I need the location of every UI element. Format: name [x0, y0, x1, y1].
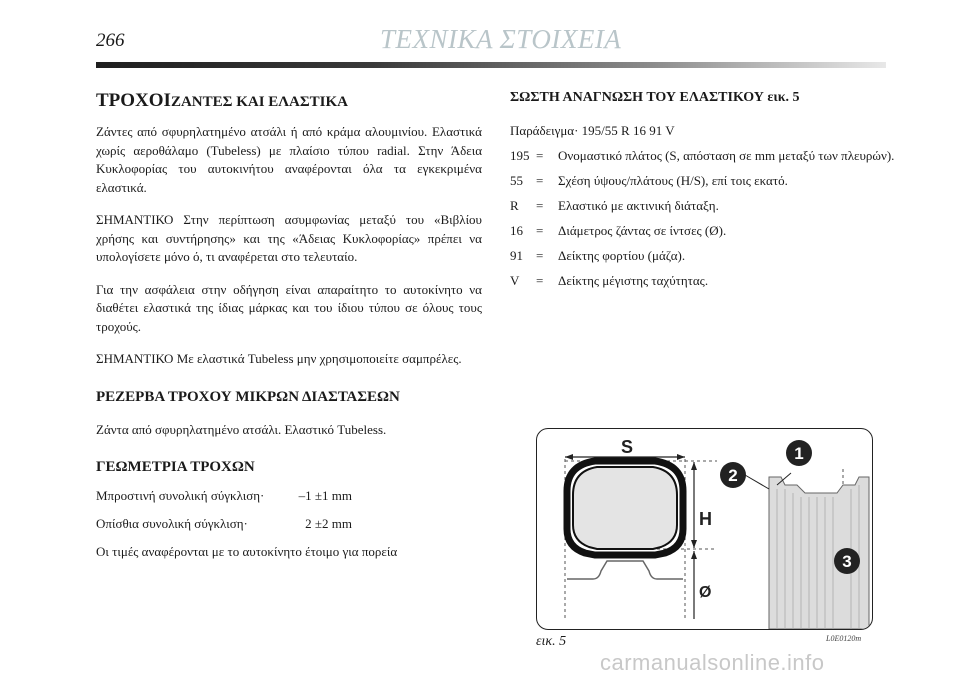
width-arrow-right: [677, 454, 685, 460]
label-s: S: [621, 437, 634, 457]
tire-code-description: Διάμετρος ζάντας σε ίντσες (Ø).: [558, 223, 727, 238]
paragraph-tubeless-note: ΣΗΜΑΝΤΙΚΟ Με ελαστικά Tubeless μην χρησιμοποιείτε σαμπρέλες.: [96, 351, 462, 366]
tire-code-equals: =: [536, 173, 544, 188]
tire-code-equals: =: [536, 273, 544, 288]
tire-code-example: Παράδειγμα· 195/55 R 16 91 V: [510, 123, 675, 138]
geometry-note: Οι τιμές αναφέρονται με το αυτοκίνητο έτοιμο για πορεία: [96, 544, 398, 559]
tire-diagram: [536, 428, 873, 630]
front-toe-label: Μπροστινή συνολική σύγκλιση·: [96, 488, 265, 503]
tire-code-equals: =: [536, 248, 544, 263]
label-h: H: [699, 509, 712, 529]
main-heading-text: ΤΡΟΧΟΙ: [96, 90, 171, 111]
right-column: [510, 88, 900, 290]
header-rule: [96, 62, 886, 68]
callout-2-leader: [745, 475, 769, 489]
spare-wheel-text: Ζάντα από σφυρηλατημένο ατσάλι. Ελαστικό Tubeless.: [96, 421, 387, 437]
wheel-geometry-heading: ΓΕΩΜΕΤΡΙΑ ΤΡΟΧΩΝ: [96, 459, 255, 475]
tire-code-key: 91: [510, 248, 523, 263]
diameter-arrow: [691, 551, 697, 559]
left-column: [96, 88, 482, 562]
tire-code-key: V: [510, 273, 520, 288]
tire-code-key: 195: [510, 148, 530, 163]
rear-toe-row: [96, 515, 482, 533]
main-heading-subtitle: ΖΑΝΤΕΣ ΚΑΙ ΕΛΑΣΤΙΚΑ: [170, 94, 349, 110]
paragraph-wheels: Ζάντες από σφυρηλατημένο ατσάλι ή από κράμα αλουμινίου. Ελαστικά χωρίς αεροθάλαμο (Tubeless) με πλαίσιο τύπου radial. Στην Άδεια Κυκλοφορίας του αυτοκινήτου αναφέρονται όλα τα εγκεκριμένα ελαστικά.: [96, 124, 482, 195]
callout-2-number: 2: [728, 466, 738, 485]
tire-code-equals: =: [536, 148, 544, 163]
figure-caption: εικ. 5: [536, 634, 567, 649]
tire-code-key: 55: [510, 173, 523, 188]
front-toe-row: [96, 487, 482, 505]
tire-code-row: [510, 172, 900, 190]
section-title: ΤΕΧΝΙΚΑ ΣΤΟΙΧΕΙΑ: [380, 24, 622, 54]
figure-code: L0E0120m: [826, 634, 862, 643]
rim-profile: [567, 561, 683, 579]
rear-toe-label: Οπίσθια συνολική σύγκλιση·: [96, 516, 248, 531]
tire-code-equals: =: [536, 223, 544, 238]
height-arrow-bottom: [691, 540, 697, 548]
main-heading: [96, 88, 482, 115]
tire-reading-heading: ΣΩΣΤΗ ΑΝΑΓΝΩΣΗ ΤΟΥ ΕΛΑΣΤΙΚΟΥ εικ. 5: [510, 90, 800, 105]
tire-code-key: 16: [510, 223, 523, 238]
tire-code-description: Δείκτης φορτίου (μάζα).: [558, 248, 686, 263]
tire-code-description: Ονομαστικό πλάτος (S, απόσταση σε mm μεταξύ των πλευρών).: [558, 148, 895, 163]
tire-code-description: Ελαστικό με ακτινική διάταξη.: [558, 198, 719, 213]
tire-section: [573, 467, 677, 549]
label-diameter: Ø: [699, 584, 712, 601]
tire-code-equals: =: [536, 198, 544, 213]
width-arrow-left: [565, 454, 573, 460]
tire-diagram-svg: [537, 429, 872, 629]
callout-1-number: 1: [794, 444, 804, 463]
height-arrow-top: [691, 462, 697, 470]
tire-code-description: Σχέση ύψους/πλάτους (H/S), επί τοις εκατό.: [558, 173, 788, 188]
page-number: 266: [96, 30, 125, 51]
callout-3-number: 3: [842, 552, 852, 571]
tire-code-description: Δείκτης μέγιστης ταχύτητας.: [558, 273, 709, 288]
tire-code-row: [510, 197, 900, 215]
tire-code-row: [510, 147, 900, 165]
watermark: carmanualsonline.info: [600, 650, 825, 675]
spare-wheel-heading: ΡΕΖΕΡΒΑ ΤΡΟΧΟΥ ΜΙΚΡΩΝ ΔΙΑΣΤΑΣΕΩΝ: [96, 388, 400, 405]
tire-code-key: R: [510, 198, 519, 213]
paragraph-important-registration: ΣΗΜΑΝΤΙΚΟ Στην περίπτωση ασυμφωνίας μεταξύ του «Βιβλίου χρήσης και συντήρησης» και της «Άδειας Κυκλοφορίας» πρέπει να υπολογίσετε μόνο ό, τι αναφέρεται στο τελευταίο.: [96, 212, 482, 264]
front-toe-value: –1 ±1 mm: [298, 488, 352, 503]
tire-code-list: [510, 147, 900, 290]
tire-code-row: [510, 272, 900, 290]
tire-code-row: [510, 222, 900, 240]
paragraph-safety: Για την ασφάλεια στην οδήγηση είναι απαραίτητο το αυτοκίνητο να διαθέτει ελαστικά της ίδιας μάρκας και του ίδιου τύπου σε όλους τους τροχούς.: [96, 281, 482, 334]
tire-code-row: [510, 247, 900, 265]
rear-toe-value: 2 ±2 mm: [305, 516, 352, 531]
